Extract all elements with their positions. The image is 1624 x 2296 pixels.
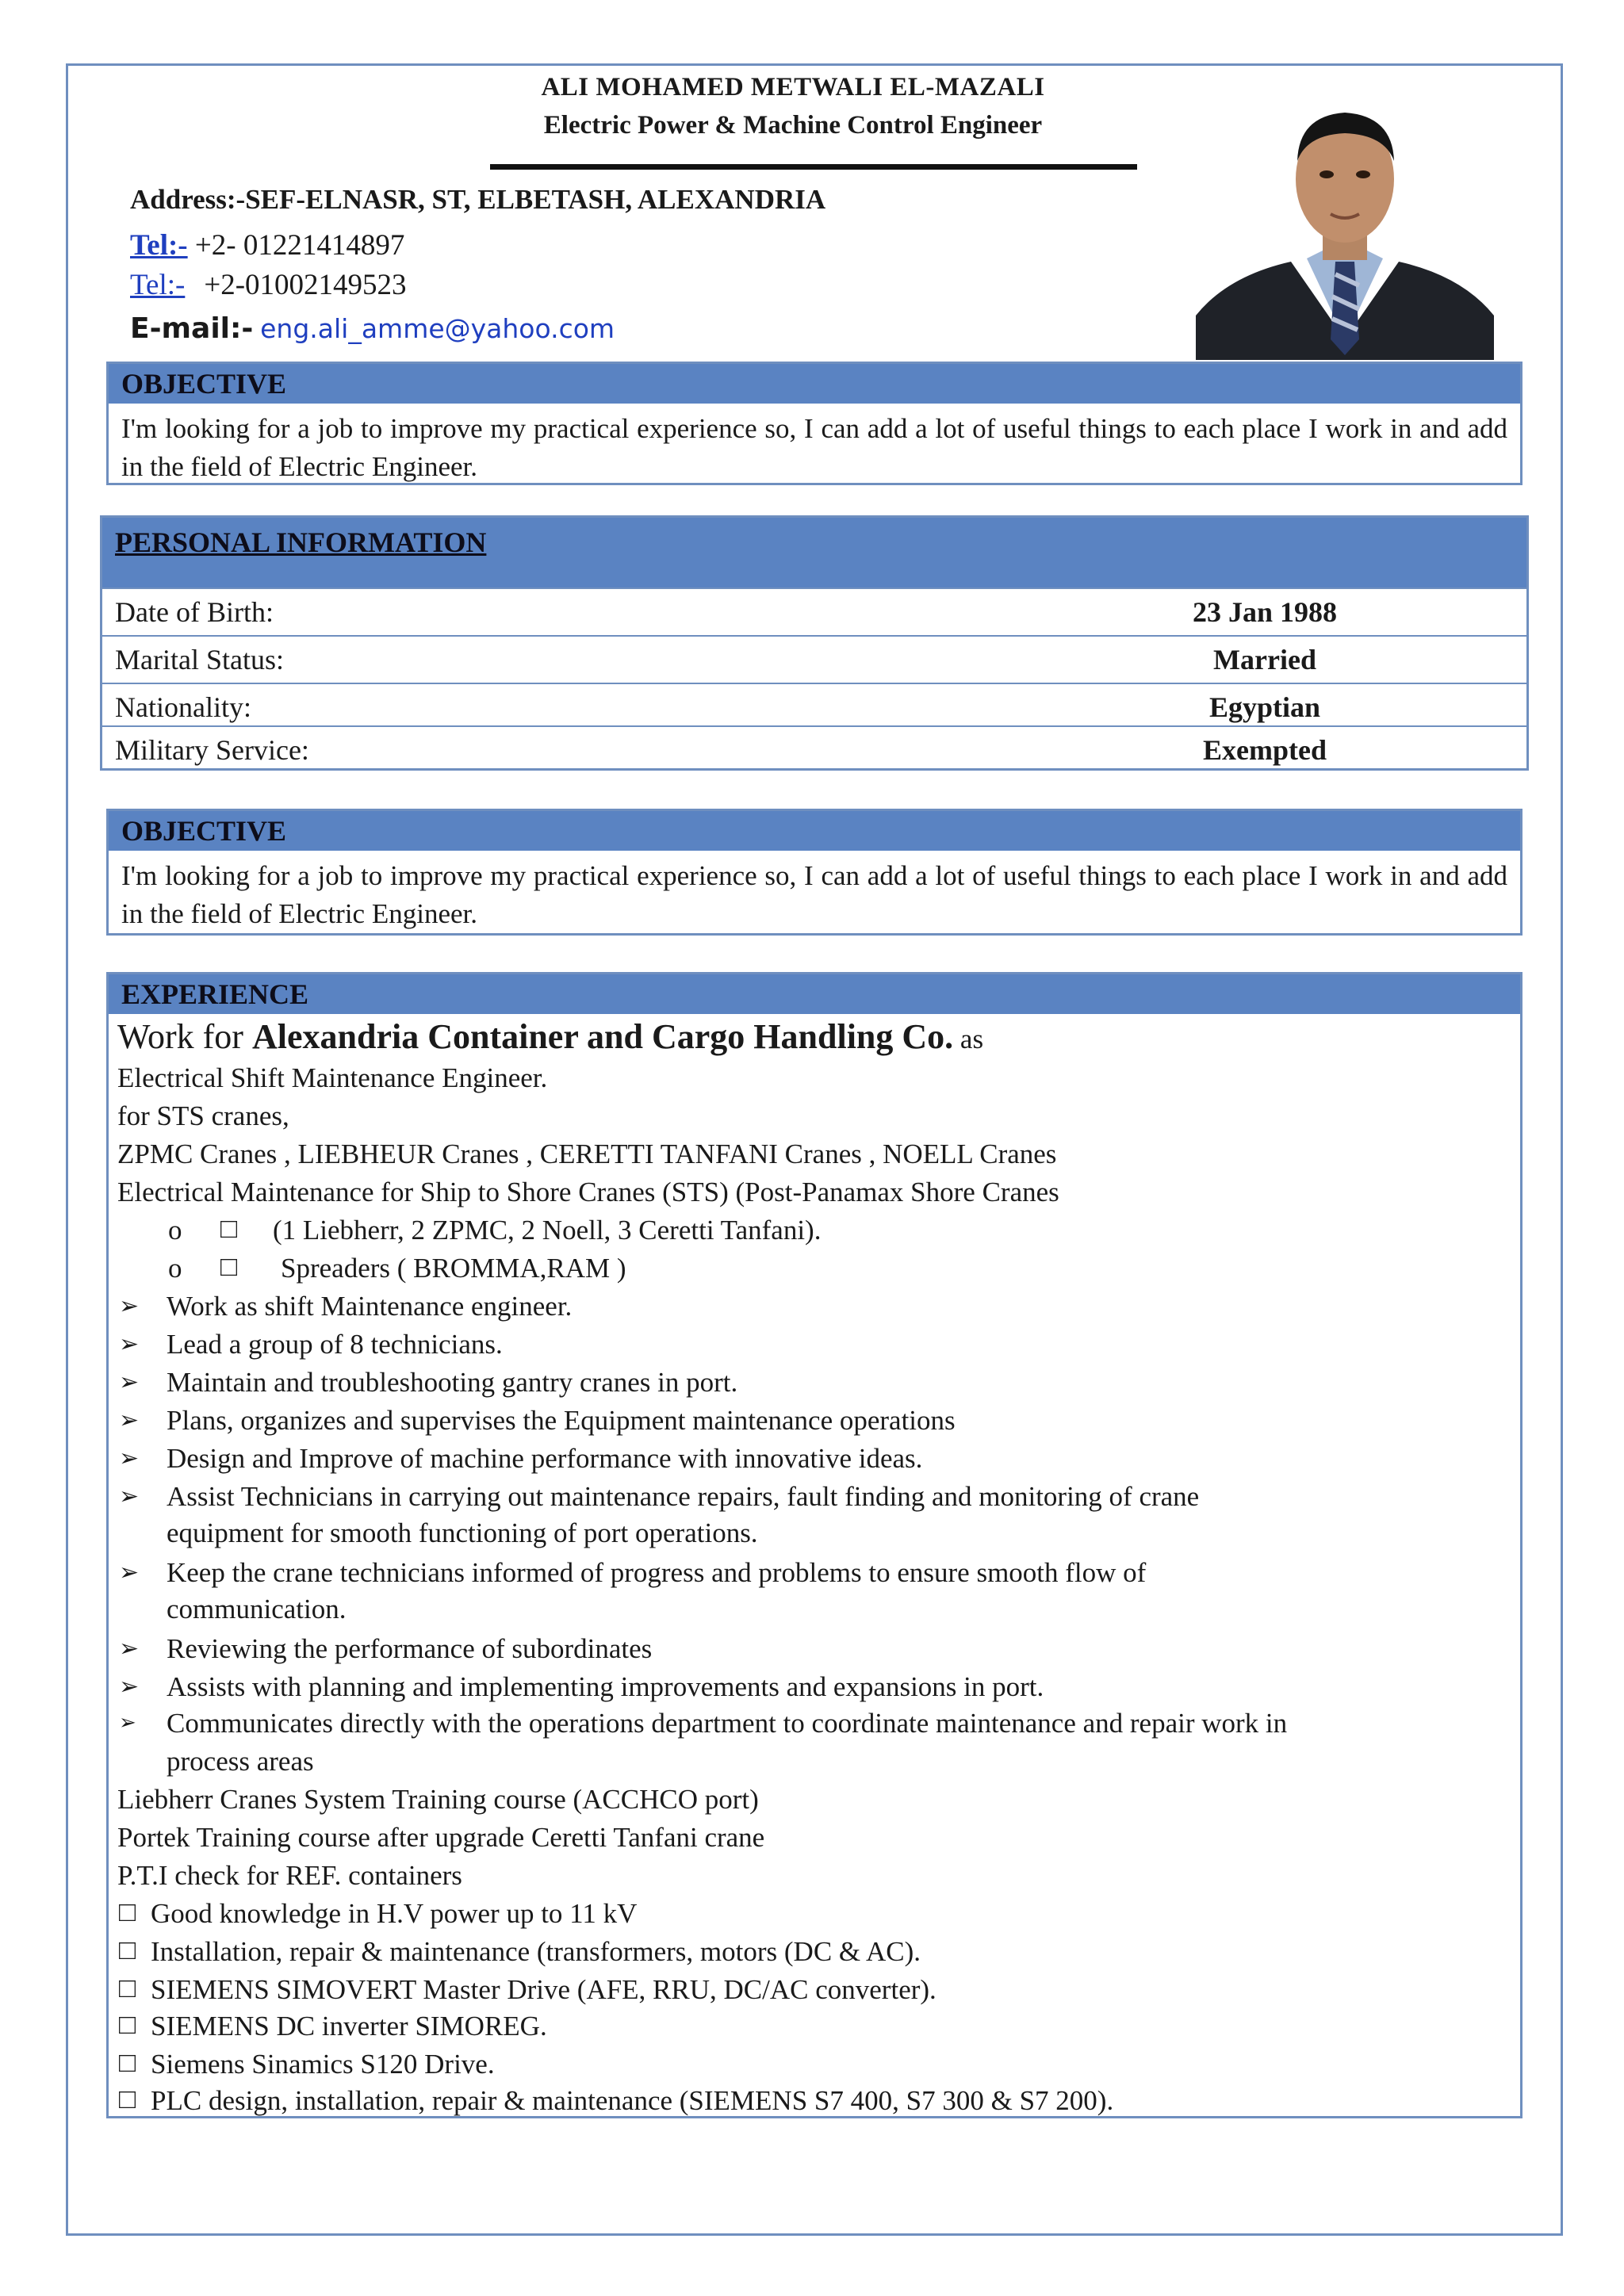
header-divider	[490, 164, 1137, 170]
intro-line: for STS cranes,	[117, 1100, 289, 1131]
profile-photo	[1196, 78, 1494, 360]
missing-glyph-icon: □	[220, 1251, 238, 1282]
arrow-bullet-icon: ➢	[119, 1483, 140, 1510]
email-label: E-mail:-	[130, 312, 254, 345]
arrow-bullet-icon: ➢	[119, 1674, 140, 1700]
skill-line: SIEMENS DC inverter SIMOREG.	[151, 2011, 547, 2042]
work-suffix: as	[953, 1024, 984, 1054]
pi-row	[102, 635, 1526, 684]
missing-glyph-icon: □	[119, 1973, 136, 2003]
work-prefix: Work for	[117, 1017, 252, 1056]
skill-line: PLC design, installation, repair & maintenance (SIEMENS S7 400, S7 300 & S7 200).	[151, 2085, 1114, 2116]
pi-label: Marital Status:	[115, 644, 284, 675]
pi-value: Married	[1213, 644, 1316, 675]
arrow-bullet-icon: ➢	[119, 1559, 140, 1586]
intro-line: Electrical Shift Maintenance Engineer.	[117, 1062, 548, 1093]
objective-section-2	[106, 809, 1522, 936]
duty-item: Maintain and troubleshooting gantry cranes in port.	[167, 1367, 738, 1398]
pi-value: Egyptian	[1208, 691, 1321, 723]
course-line: P.T.I check for REF. containers	[117, 1860, 462, 1891]
arrow-bullet-icon: ➢	[119, 1331, 140, 1357]
candidate-name: ALI MOHAMED METWALI EL-MAZALI	[541, 73, 1045, 101]
candidate-title: Electric Power & Machine Control Engineer	[543, 111, 1043, 140]
phone-label-link[interactable]: Tel:-	[130, 229, 188, 262]
address-line: Address:-SEF-ELNASR, ST, ELBETASH, ALEXANDRIA	[130, 184, 826, 215]
pi-value: Exempted	[1203, 734, 1327, 766]
arrow-bullet-icon: ➢	[119, 1445, 140, 1471]
personal-info-heading-text: PERSONAL INFORMATION	[115, 526, 487, 558]
objective-text-1: I'm looking for a job to improve my practical experience so, I can add a lot of useful things to each place I work in and add in the field of Electric Engineer.	[121, 413, 1507, 482]
duty-item: Communicates directly with the operations department to coordinate maintenance and repair work in	[167, 1708, 1288, 1739]
duty-item: Keep the crane technicians informed of progress and problems to ensure smooth flow of	[167, 1557, 1147, 1588]
duty-item-continued: equipment for smooth functioning of port operations.	[167, 1517, 758, 1548]
circle-bullet-icon: o	[168, 1253, 182, 1284]
missing-glyph-icon: □	[220, 1213, 238, 1244]
duty-item: Lead a group of 8 technicians.	[167, 1329, 503, 1360]
duty-item: Design and Improve of machine performance with innovative ideas.	[167, 1443, 923, 1474]
missing-glyph-icon: □	[119, 2084, 136, 2114]
phone-number-2: +2-01002149523	[204, 269, 407, 301]
objective-text-2: I'm looking for a job to improve my practical experience so, I can add a lot of useful things to each place I work in and add in the field of Electric Engineer.	[121, 860, 1507, 929]
objective-heading-1: OBJECTIVE	[109, 364, 1520, 404]
duty-item-continued: communication.	[167, 1594, 347, 1624]
objective-heading-2: OBJECTIVE	[109, 811, 1520, 851]
arrow-bullet-icon: ➢	[119, 1369, 140, 1395]
missing-glyph-icon: □	[119, 2009, 136, 2040]
arrow-bullet-icon: ➢	[119, 1293, 140, 1319]
arrow-bullet-icon: ➢	[119, 1711, 136, 1734]
pi-row	[102, 683, 1526, 732]
missing-glyph-icon: □	[119, 2047, 136, 2078]
duty-item: Assist Technicians in carrying out maintenance repairs, fault finding and monitoring of crane	[167, 1481, 1200, 1512]
personal-info-section	[100, 515, 1529, 771]
duty-item: Plans, organizes and supervises the Equipment maintenance operations	[167, 1405, 956, 1436]
objective-section-1	[106, 362, 1522, 485]
pi-value: 23 Jan 1988	[1192, 596, 1338, 628]
missing-glyph-icon: □	[119, 1934, 136, 1965]
sub-bullet-text: Spreaders ( BROMMA,RAM )	[281, 1253, 626, 1284]
duty-item: Assists with planning and implementing improvements and expansions in port.	[167, 1671, 1044, 1702]
phone-number-1: +2- 01221414897	[187, 229, 405, 262]
arrow-bullet-icon: ➢	[119, 1407, 140, 1433]
duty-item-continued: process areas	[167, 1746, 314, 1777]
skill-line: Installation, repair & maintenance (transformers, motors (DC & AC).	[151, 1936, 921, 1967]
course-line: Portek Training course after upgrade Ceretti Tanfani crane	[117, 1822, 765, 1853]
work-line	[117, 1016, 983, 1057]
duty-item: Reviewing the performance of subordinates	[167, 1633, 653, 1664]
personal-info-heading	[102, 518, 1526, 587]
company-name: Alexandria Container and Cargo Handling Co.	[251, 1017, 954, 1056]
skill-line: Siemens Sinamics S120 Drive.	[151, 2049, 495, 2080]
missing-glyph-icon: □	[119, 1896, 136, 1927]
course-line: Liebherr Cranes System Training course (ACCHCO port)	[117, 1784, 759, 1815]
sub-bullet-text: (1 Liebherr, 2 ZPMC, 2 Noell, 3 Ceretti Tanfani).	[273, 1215, 822, 1246]
arrow-bullet-icon: ➢	[119, 1636, 140, 1662]
email-line	[130, 312, 615, 345]
phone-line-1	[130, 228, 404, 262]
skill-line: SIEMENS SIMOVERT Master Drive (AFE, RRU, DC/AC converter).	[151, 1974, 936, 2005]
pi-row	[102, 587, 1526, 637]
phone-line-2	[130, 268, 407, 302]
circle-bullet-icon: o	[168, 1215, 182, 1246]
email-link[interactable]: eng.ali_amme@yahoo.com	[260, 313, 615, 344]
phone-label-link-2[interactable]: Tel:-	[130, 269, 186, 301]
pi-row	[102, 725, 1526, 775]
pi-label: Nationality:	[115, 691, 251, 723]
pi-label: Military Service:	[115, 734, 309, 766]
intro-line: ZPMC Cranes , LIEBHEUR Cranes , CERETTI TANFANI Cranes , NOELL Cranes	[117, 1138, 1057, 1169]
duty-item: Work as shift Maintenance engineer.	[167, 1291, 573, 1322]
intro-line: Electrical Maintenance for Ship to Shore Cranes (STS) (Post-Panamax Shore Cranes	[117, 1177, 1059, 1207]
pi-label: Date of Birth:	[115, 596, 274, 628]
skill-line: Good knowledge in H.V power up to 11 kV	[151, 1898, 638, 1929]
experience-heading: EXPERIENCE	[109, 974, 1520, 1014]
